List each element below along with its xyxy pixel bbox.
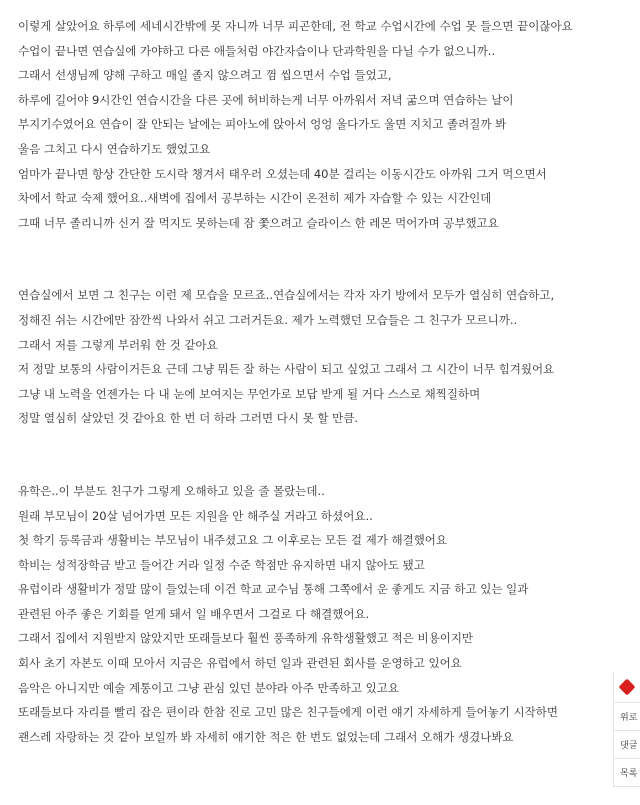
site-logo-icon <box>619 679 636 696</box>
text-line: 하루에 길어야 9시간인 연습시간을 다른 곳에 허비하는게 너무 아까워서 저녁 굶으며 연습하는 날이 <box>18 92 514 107</box>
text-line: 정말 열심히 살았던 것 같아요 한 번 더 하라 그러면 다시 못 할 만큼. <box>18 411 359 426</box>
text-line: 원래 부모님이 20살 넘어가면 모든 지원을 안 해주실 거라고 하셨어요.. <box>18 508 373 523</box>
text-line: 차에서 학교 숙제 했어요..새벽에 집에서 공부하는 시간이 온전히 제가 자습할 수 있는 시간인데 <box>18 191 492 206</box>
paragraph-3 <box>18 479 614 750</box>
text-line: 또래들보다 자리를 빨리 잡은 편이라 한참 진로 고민 많은 친구들에게 이런 얘기 자세하게 들어놓기 시작하면 <box>18 705 558 720</box>
site-logo[interactable] <box>614 672 640 703</box>
text-line: 그때 너무 졸리니까 신거 잘 먹지도 못하는데 잠 쫓으려고 슬라이스 한 레몬 먹어가며 공부했고요 <box>18 215 499 230</box>
text-line: 음악은 아니지만 예술 계통이고 그냥 관심 있던 분야라 아주 만족하고 있고요 <box>18 680 399 695</box>
list-button[interactable]: 목록 <box>614 759 640 787</box>
text-line: 회사 초기 자본도 이때 모아서 지금은 유럽에서 하던 일과 관련된 회사를 운영하고 있어요 <box>18 656 462 671</box>
text-line: 엄마가 끝나면 항상 간단한 도시락 챙겨서 태우러 오셨는데 40분 걸리는 이동시간도 아까워 그거 먹으면서 <box>18 166 547 181</box>
paragraph-spacer <box>18 431 614 479</box>
text-line: 그래서 선생님께 양해 구하고 매일 졸지 않으려고 껌 씹으면서 수업 들었고, <box>18 68 392 83</box>
text-line: 유럽이라 생활비가 정말 많이 들었는데 이건 학교 교수님 통해 그쪽에서 운 좋게도 지금 하고 있는 일과 <box>18 582 529 597</box>
text-line: 그래서 집에서 지원받지 않았지만 또래들보다 훨씬 풍족하게 유학생활했고 적은 비용이지만 <box>18 631 474 646</box>
comments-button[interactable]: 댓글 <box>614 731 640 759</box>
text-line: 그래서 저를 그렇게 부러워 한 것 같아요 <box>18 337 218 352</box>
text-line: 첫 학기 등록금과 생활비는 부모님이 내주셨고요 그 이후로는 모든 걸 제가 해결했어요 <box>18 533 448 548</box>
paragraph-spacer <box>18 235 614 283</box>
text-line: 수업이 끝나면 연습실에 가야하고 다른 애들처럼 야간자습이나 단과학원을 다닐 수가 없으니까.. <box>18 43 496 58</box>
paragraph-2 <box>18 283 614 431</box>
text-line: 연습실에서 보면 그 친구는 이런 제 모습을 모르죠..연습실에서는 각자 자기 방에서 모두가 열심히 연습하고, <box>18 288 555 303</box>
post-body <box>18 14 614 749</box>
text-line: 유학은..이 부분도 친구가 그렇게 오해하고 있을 줄 몰랐는데.. <box>18 483 325 498</box>
paragraph-1 <box>18 14 614 235</box>
scroll-top-button[interactable]: 위로 <box>614 703 640 731</box>
text-line: 부지기수였어요 연습이 잘 안되는 날에는 피아노에 앉아서 엉엉 울다가도 울면 지치고 졸려질까 봐 <box>18 117 507 132</box>
text-line: 그냥 내 노력을 언젠가는 다 내 눈에 보여지는 무언가로 보답 받게 될 거다 스스로 채찍질하며 <box>18 386 481 401</box>
text-line: 저 정말 보통의 사람이거든요 근데 그냥 뭐든 잘 하는 사람이 되고 싶었고 그래서 그 시간이 너무 힘겨웠어요 <box>18 362 555 377</box>
text-line: 학비는 성적장학금 받고 들어간 거라 일정 수준 학점만 유지하면 내지 않아도 됐고 <box>18 557 425 572</box>
text-line: 이렇게 살았어요 하루에 세네시간밖에 못 자니까 너무 피곤한데, 전 학교 수업시간에 수업 못 들으면 끝이잖아요 <box>18 19 573 33</box>
text-line: 정해진 쉬는 시간에만 잠깐씩 나와서 쉬고 그러거든요. 제가 노력했던 모습들은 그 친구가 모르니까.. <box>18 312 518 327</box>
text-line: 괜스레 자랑하는 것 같아 보일까 봐 자세히 얘기한 적은 한 번도 없었는데 그래서 오해가 생겼나봐요 <box>18 729 514 744</box>
text-line: 울음 그치고 다시 연습하기도 했었고요 <box>18 141 211 156</box>
floating-side-menu <box>613 672 640 787</box>
text-line: 관련된 아주 좋은 기회를 얻게 돼서 일 배우면서 그걸로 다 해결했어요. <box>18 606 370 621</box>
